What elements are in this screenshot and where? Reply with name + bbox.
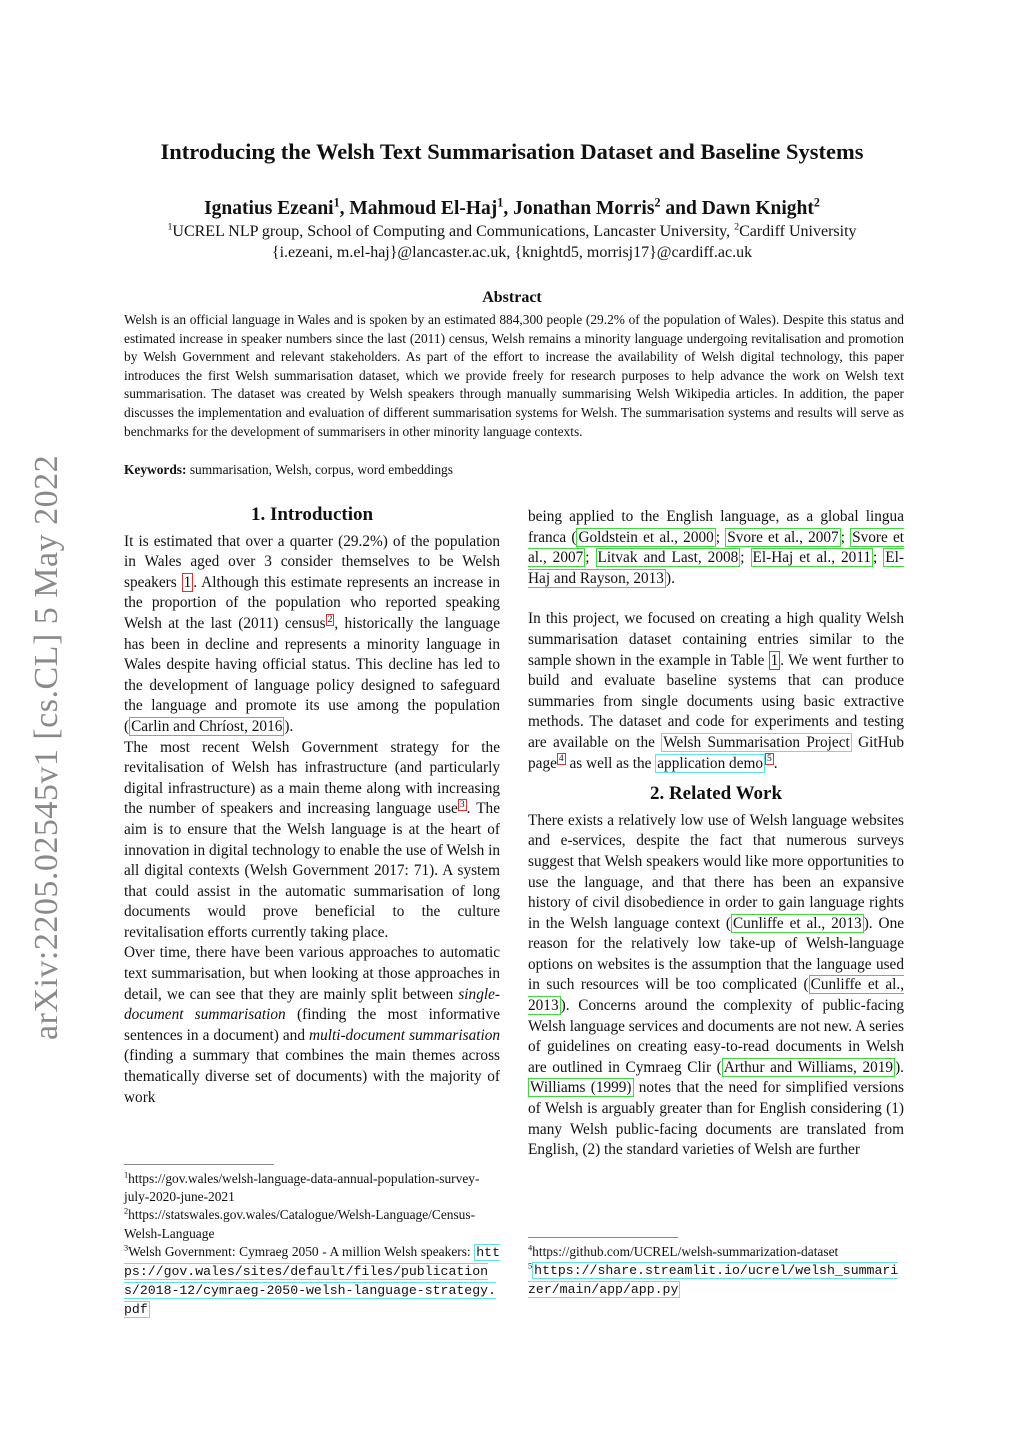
footnote-number: 4 bbox=[528, 1243, 533, 1253]
text-run: It is estimated that over a quarter (29.2%) of the population in Wales aged over 3 consider themselves to be Welsh speakers bbox=[124, 532, 500, 591]
right-column bbox=[528, 507, 904, 1161]
author-list bbox=[0, 195, 1024, 220]
demo-link[interactable]: application demo bbox=[657, 754, 764, 772]
author-separator: and bbox=[660, 198, 702, 219]
text-run: In this project, we focused on creating a high quality Welsh summarisation dataset containing entries similar to the sample shown in the example in Table bbox=[528, 610, 904, 669]
text-run: ). bbox=[895, 1058, 904, 1076]
citation-link[interactable]: Svore et al., 2007 bbox=[528, 528, 904, 567]
affiliation-mark: 2 bbox=[734, 221, 740, 233]
footnote-number: 3 bbox=[124, 1243, 129, 1253]
footnote-ref[interactable]: 4 bbox=[558, 754, 564, 765]
text-run: . The aim is to ensure that the Welsh language is at the heart of innovation in digital technology to enable the use of Welsh in all digital contexts (Welsh Government 2017: 71). A system that could assist in the automatic summarisation of long documents would prove beneficial to the culture revitalisation efforts currently taking place. bbox=[124, 800, 500, 941]
citation-link[interactable]: Goldstein et al., 2000 bbox=[578, 528, 714, 546]
footnote-number: 2 bbox=[124, 1206, 129, 1216]
footnote bbox=[528, 1243, 904, 1261]
footnote bbox=[124, 1206, 500, 1242]
arxiv-identifier: arXiv:2205.02545v1 [cs.CL] 5 May 2022 bbox=[28, 454, 65, 1040]
text-run: (finding the most informative sentences in a document) and bbox=[124, 1006, 500, 1044]
author-name: Dawn Knight bbox=[701, 198, 814, 219]
paper-title: Introducing the Welsh Text Summarisation Dataset and Baseline Systems bbox=[160, 139, 864, 164]
paragraph bbox=[124, 532, 500, 738]
paragraph bbox=[528, 811, 904, 1161]
footnote bbox=[124, 1170, 500, 1206]
footnote-number: 1 bbox=[124, 1170, 129, 1180]
left-column bbox=[124, 505, 500, 1108]
text-run: ). Concerns around the complexity of public-facing Welsh language services and documents are not new. A series of guidelines on creating easy-to-read documents in Welsh are outlined in Cymraeg Clir ( bbox=[528, 997, 904, 1076]
emphasis: single-document summarisation bbox=[124, 985, 500, 1024]
footnotes-right bbox=[528, 1243, 904, 1300]
text-run: GitHub page bbox=[528, 733, 904, 772]
affiliation-text: Cardiff University bbox=[739, 223, 857, 240]
affiliation-text: UCREL NLP group, School of Computing and Communications, Lancaster University, bbox=[172, 223, 735, 240]
text-run: notes that the need for simplified versions of Welsh is arguably greater than for English considering (1) many Welsh public-facing documents are translated from English, (2) the standard varieties of Welsh are further bbox=[528, 1079, 904, 1159]
text-run: ). bbox=[665, 569, 675, 587]
author-name: Ignatius Ezeani bbox=[204, 198, 334, 219]
text-run: ; bbox=[585, 549, 596, 567]
paragraph bbox=[124, 943, 500, 1108]
citation-link[interactable]: Arthur and Williams, 2019 bbox=[723, 1058, 894, 1076]
text-run: ). One reason for the relatively low take-up of Welsh-language options on websites is the assumption that the language used in such resources will be too complicated ( bbox=[528, 914, 905, 994]
author-name: Mahmoud El-Haj bbox=[349, 198, 498, 219]
author-affiliation-mark: 2 bbox=[654, 195, 661, 210]
footnote-ref[interactable]: 3 bbox=[459, 800, 465, 811]
section-heading-introduction: 1. Introduction bbox=[250, 504, 374, 525]
citation-link[interactable]: Cunliffe et al., 2013 bbox=[528, 976, 905, 1015]
text-run: being applied to the English language, as a global lingua franca ( bbox=[528, 508, 904, 546]
paragraph-gap bbox=[528, 589, 904, 609]
footnotes-left bbox=[124, 1170, 500, 1320]
citation-link[interactable]: El-Haj and Rayson, 2013 bbox=[528, 549, 904, 587]
citation-link[interactable]: El-Haj et al., 2011 bbox=[752, 549, 872, 567]
footnote bbox=[124, 1243, 500, 1320]
affiliations bbox=[0, 221, 1024, 263]
footnote-text: https://github.com/UCREL/welsh-summarization-dataset bbox=[532, 1244, 839, 1259]
citation-link[interactable]: Williams (1999) bbox=[530, 1079, 632, 1097]
footnote-ref[interactable]: 2 bbox=[327, 614, 333, 625]
project-link[interactable]: Welsh Summarisation Project bbox=[663, 733, 850, 751]
affiliation-mark: 1 bbox=[167, 221, 173, 233]
text-run: ; bbox=[840, 528, 851, 546]
text-run: ; bbox=[740, 549, 751, 567]
section-heading-related-work: 2. Related Work bbox=[649, 783, 783, 805]
citation-link[interactable]: Svore et al., 2007 bbox=[727, 528, 839, 546]
affiliation-line bbox=[0, 221, 1024, 242]
footnote-ref[interactable]: 5 bbox=[767, 754, 772, 765]
text-run: . Although this estimate represents an increase in the proportion of the population who reported speaking Welsh at the last (2011) census bbox=[124, 573, 500, 632]
author-affiliation-mark: 2 bbox=[813, 195, 820, 210]
abstract-heading: Abstract bbox=[482, 289, 542, 306]
text-run: There exists a relatively low use of Welsh language websites and e-services, despite the fact that numerous surveys suggest that Welsh speakers would like more opportunities to use the language, and that there has been an expansive history of civil disobedience in order to gain language rights in the Welsh language context ( bbox=[528, 811, 904, 932]
footnote-ref[interactable]: 1 bbox=[183, 573, 192, 591]
text-run: ; bbox=[873, 549, 884, 567]
abstract-text: Welsh is an official language in Wales and is spoken by an estimated 884,300 people (29.2% of the population of Wales). Despite this status and estimated increase in speaker numbers since the last (2011) census, Welsh remains a minority language undergoing revitalisation and promotion by Welsh Government and relevant stakeholders. As part of the effort to increase the availability of Welsh digital technology, this paper introduces the first Welsh summarisation dataset, which we provide freely for research purposes to help advance the work on Welsh text summarisation. The dataset was created by Welsh speakers through manually summarising Welsh Wikipedia articles. In addition, the paper discusses the implementation and evaluation of different summarisation systems for Welsh. The summarisation systems and results will serve as benchmarks for the development of summarisers in other minority language contexts. bbox=[124, 312, 904, 439]
citation-link[interactable]: Litvak and Last, 2008 bbox=[597, 549, 739, 567]
footnote-text: https://gov.wales/welsh-language-data-annual-population-survey-july-2020-june-2021 bbox=[124, 1171, 480, 1205]
table-ref[interactable]: 1 bbox=[770, 651, 779, 669]
footnote-url-link[interactable]: https://share.streamlit.io/ucrel/welsh_summarizer/main/app/app.py bbox=[528, 1263, 899, 1298]
text-run: . bbox=[773, 754, 778, 772]
emphasis: multi-document summarisation bbox=[309, 1026, 501, 1044]
paragraph bbox=[528, 609, 904, 774]
author-affiliation-mark: 1 bbox=[497, 195, 504, 210]
footnote-url-link[interactable]: https://gov.wales/sites/default/files/publications/2018-12/cymraeg-2050-welsh-language-strategy.pdf bbox=[124, 1244, 500, 1318]
footnote-text: Welsh Government: Cymraeg 2050 - A million Welsh speakers: bbox=[128, 1243, 475, 1259]
citation-link[interactable]: Cunliffe et al., 2013 bbox=[732, 914, 862, 932]
text-run: . We went further to build and evaluate baseline systems that can produce summaries from single documents using basic extractive methods. The dataset and code for experiments and testing are available on the bbox=[528, 651, 904, 751]
paragraph bbox=[528, 507, 904, 589]
author-name: Jonathan Morris bbox=[513, 198, 655, 219]
footnote-divider bbox=[528, 1237, 678, 1238]
text-run: as well as the bbox=[565, 754, 656, 772]
keywords-label: Keywords: bbox=[124, 462, 187, 477]
text-run: ). bbox=[284, 717, 294, 735]
footnote-number: 5 bbox=[528, 1261, 533, 1271]
citation-link[interactable]: Carlin and Chríost, 2016 bbox=[131, 717, 283, 735]
text-run: , historically the language has been in decline and represents a minority language in Wales despite having official status. This decline has led to the development of language policy designed to safeguard the language and promote its use among the population ( bbox=[124, 614, 500, 735]
author-separator: , bbox=[503, 198, 514, 219]
author-affiliation-mark: 1 bbox=[333, 195, 340, 210]
text-run: (finding a summary that combines the main themes across thematically diverse set of documents) with the majority of work bbox=[124, 1047, 500, 1106]
footnote bbox=[528, 1261, 904, 1299]
author-separator: , bbox=[339, 198, 350, 219]
text-run: ; bbox=[715, 528, 726, 546]
text-run: The most recent Welsh Government strategy for the revitalisation of Welsh has infrastructure (and particularly digital infrastructure) as a main theme along with increasing the number of speakers and increasing language use bbox=[124, 738, 500, 818]
keywords-list: summarisation, Welsh, corpus, word embeddings bbox=[186, 462, 453, 477]
keywords bbox=[124, 461, 904, 479]
author-emails: {i.ezeani, m.el-haj}@lancaster.ac.uk, {knightd5, morrisj17}@cardiff.ac.uk bbox=[271, 244, 753, 261]
text-run: Over time, there have been various approaches to automatic text summarisation, but when looking at those approaches in detail, we can see that they are mainly split between bbox=[124, 944, 500, 1003]
footnote-divider bbox=[124, 1164, 274, 1165]
paragraph bbox=[124, 738, 500, 944]
footnote-text: https://statswales.gov.wales/Catalogue/Welsh-Language/Census-Welsh-Language bbox=[124, 1207, 476, 1241]
